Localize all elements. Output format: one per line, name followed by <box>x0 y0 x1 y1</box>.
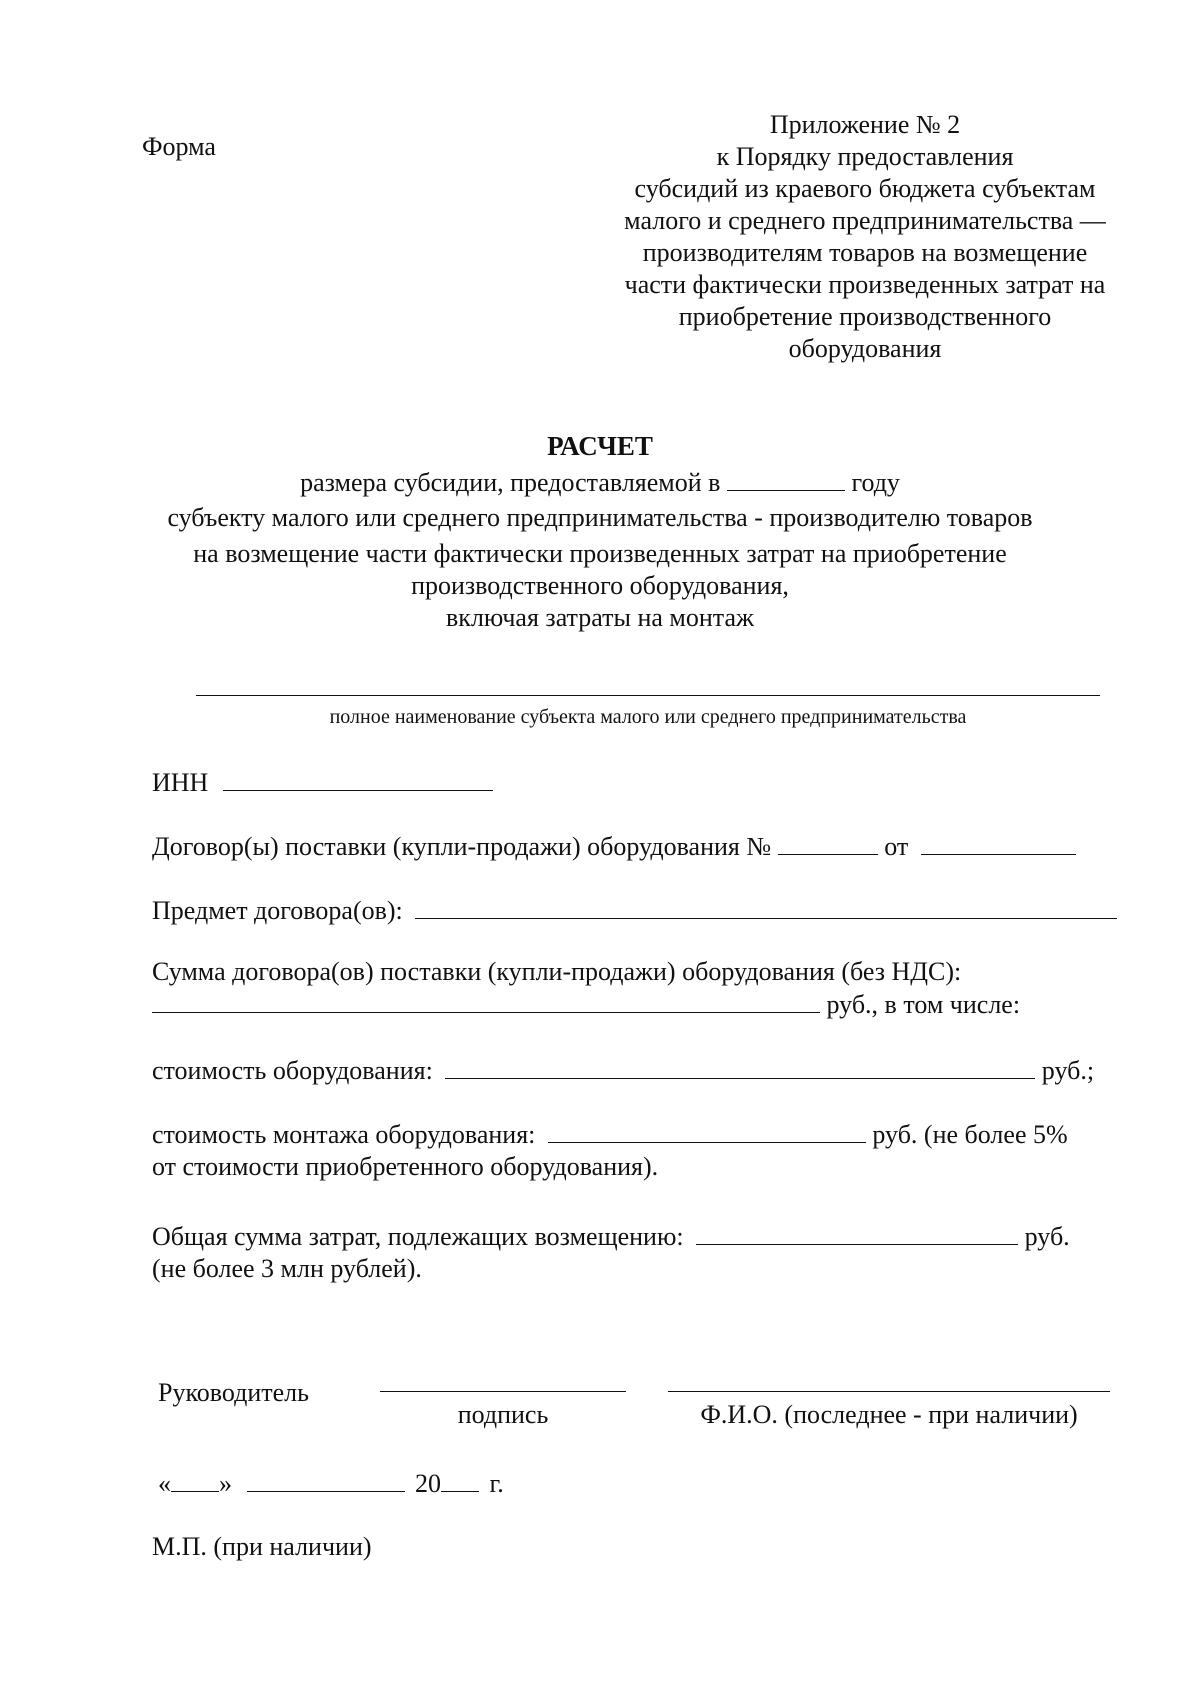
subject-label: Предмет договора(ов): <box>152 896 403 925</box>
subject-field[interactable] <box>415 892 1117 919</box>
contract-date-field[interactable] <box>921 828 1076 855</box>
total-unit: руб. <box>1024 1222 1070 1251</box>
sum-unit: руб., в том числе: <box>826 990 1021 1019</box>
inn-field[interactable] <box>223 764 493 791</box>
entity-name-line[interactable] <box>196 695 1100 696</box>
contract-label: Договор(ы) поставки (купли-продажи) оборудования № <box>152 832 772 861</box>
year-blank[interactable] <box>727 464 845 491</box>
appendix-line: малого и среднего предпринимательства — <box>624 206 1106 235</box>
subtitle-line-1 <box>140 464 1060 501</box>
equipment-cost-unit: руб.; <box>1041 1056 1095 1085</box>
appendix-line: приобретение производственного <box>678 302 1052 331</box>
subtitle-year-before: размера субсидии, предоставляемой в <box>300 468 721 497</box>
date-close-quote: » <box>219 1469 232 1498</box>
install-cost-unit: руб. (не более 5% <box>872 1120 1068 1149</box>
year-prefix: 20 <box>415 1469 441 1498</box>
appendix-line: Приложение № 2 <box>769 110 961 139</box>
head-label: Руководитель <box>158 1378 309 1407</box>
total-field[interactable] <box>696 1218 1018 1245</box>
contract-from-label: от <box>884 832 909 861</box>
stamp-label: М.П. (при наличии) <box>152 1532 372 1561</box>
equipment-cost-row <box>152 1052 1094 1087</box>
entity-caption: полное наименование субъекта малого или среднего предпринимательства <box>329 706 967 728</box>
month-field[interactable] <box>247 1465 405 1492</box>
equipment-cost-field[interactable] <box>445 1052 1035 1079</box>
appendix-line: оборудования <box>788 334 942 363</box>
sum-row <box>152 986 1020 1021</box>
contract-number-field[interactable] <box>778 828 878 855</box>
sum-label: Сумма договора(ов) поставки (купли-продажи) оборудования (без НДС): <box>152 957 962 986</box>
signature-caption: подпись <box>457 1400 549 1429</box>
inn-label: ИНН <box>152 768 209 797</box>
contract-row <box>152 828 1076 863</box>
subtitle-line-2: субъекту малого или среднего предпринимательства - производителю товаров <box>167 503 1033 532</box>
inn-row <box>152 764 493 799</box>
year-field[interactable] <box>441 1465 479 1492</box>
install-cost-note: от стоимости приобретенного оборудования). <box>152 1152 659 1181</box>
sum-field[interactable] <box>152 986 820 1013</box>
total-row <box>152 1218 1070 1253</box>
subject-row <box>152 892 1117 927</box>
day-field[interactable] <box>171 1465 219 1492</box>
year-suffix: г. <box>489 1469 504 1498</box>
appendix-line: к Порядку предоставления <box>716 142 1014 171</box>
subtitle-line-3: на возмещение части фактически произведенных затрат на приобретение <box>193 539 1007 568</box>
document-title: РАСЧЕТ <box>547 431 653 461</box>
subtitle-line-4: производственного оборудования, <box>411 571 789 600</box>
appendix-line: субсидий из краевого бюджета субъектам <box>634 174 1096 203</box>
date-row <box>158 1465 504 1500</box>
appendix-line: части фактически произведенных затрат на <box>624 270 1106 299</box>
install-cost-label: стоимость монтажа оборудования: <box>152 1120 536 1149</box>
form-label: Форма <box>142 132 216 161</box>
total-note: (не более 3 млн рублей). <box>152 1254 422 1283</box>
total-label: Общая сумма затрат, подлежащих возмещению: <box>152 1222 684 1251</box>
subtitle-year-after: году <box>851 468 900 497</box>
signature-line[interactable] <box>380 1391 626 1392</box>
appendix-line: производителям товаров на возмещение <box>642 238 1088 267</box>
install-cost-row <box>152 1116 1068 1151</box>
install-cost-field[interactable] <box>548 1116 866 1143</box>
full-name-caption: Ф.И.О. (последнее - при наличии) <box>700 1400 1078 1429</box>
equipment-cost-label: стоимость оборудования: <box>152 1056 433 1085</box>
subtitle-line-5: включая затраты на монтаж <box>446 603 754 632</box>
date-open-quote: « <box>158 1469 171 1498</box>
full-name-line[interactable] <box>668 1391 1110 1392</box>
appendix-block <box>595 108 1135 364</box>
